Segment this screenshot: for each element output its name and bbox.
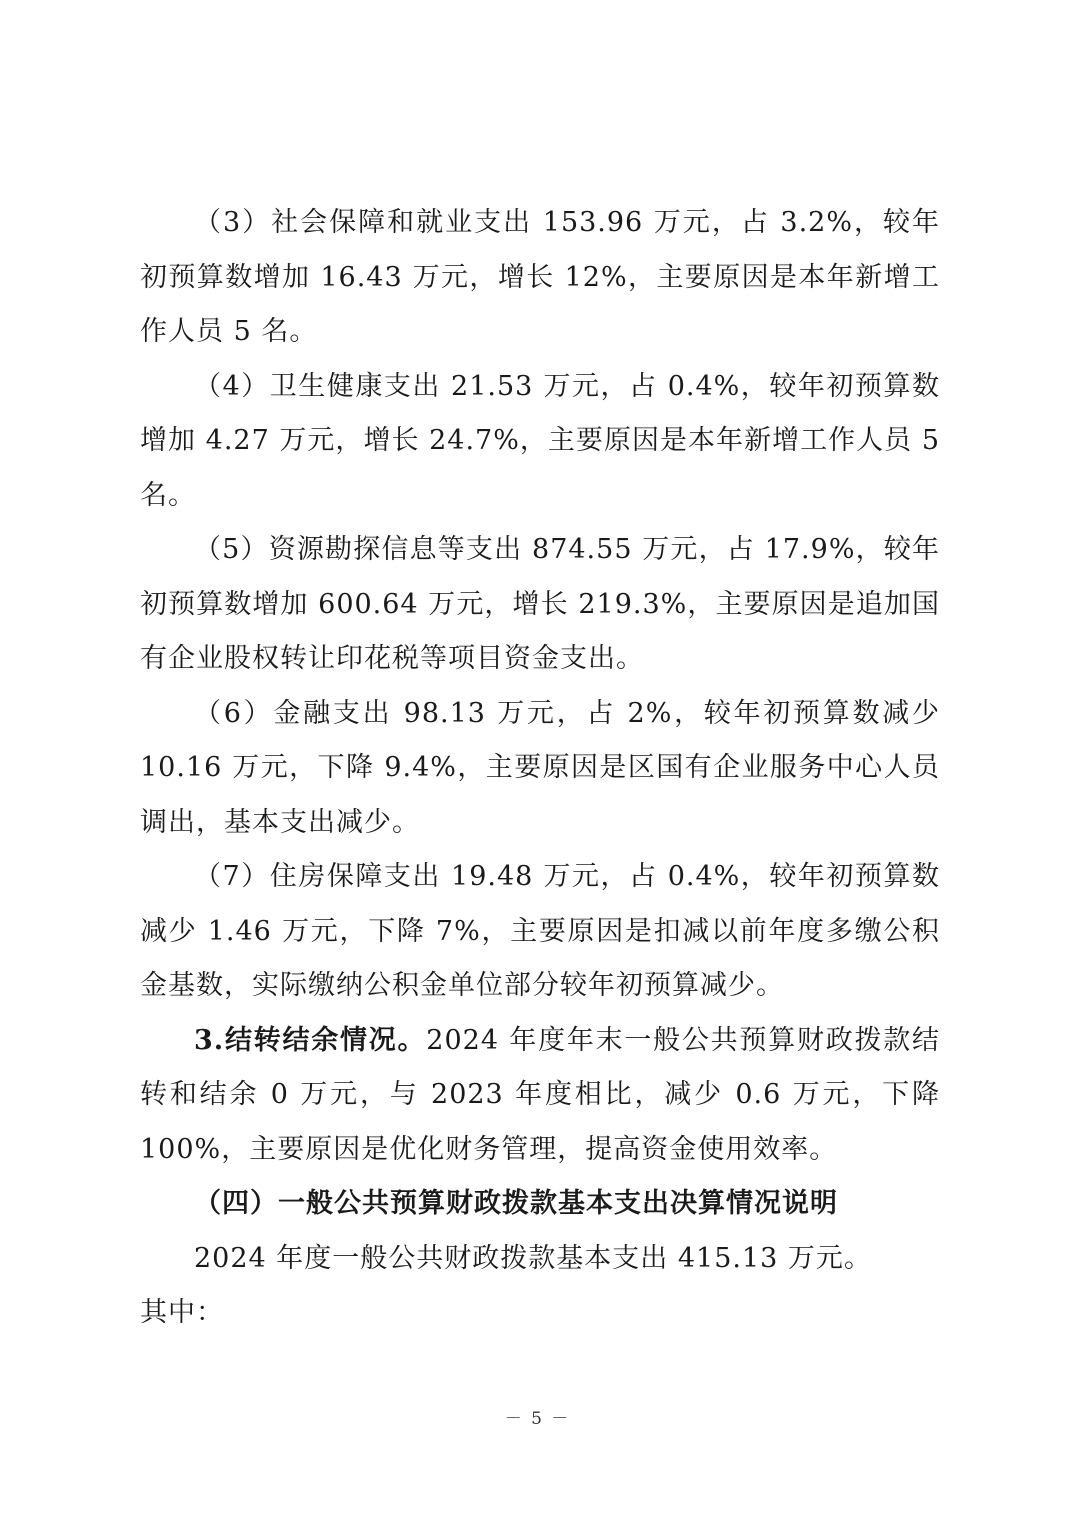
carryover-title: 3.结转结余情况。 [194,1024,427,1056]
paragraph-health: （4）卫生健康支出 21.53 万元，占 0.4%，较年初预算数增加 4.27 万元，增长 24.7%，主要原因是本年新增工作人员 5 名。 [140,370,940,511]
page-number: － 5 － [504,1409,571,1429]
paragraph-social-security: （3）社会保障和就业支出 153.96 万元，占 3.2%，较年初预算数增加 16.43 万元，增长 12%，主要原因是本年新增工作人员 5 名。 [140,207,940,347]
paragraph-carryover [140,1014,940,1178]
carryover-body: 2024 年度年末一般公共预算财政拨款结转和结余 0 万元，与 2023 年度相比，减少 0.6 万元，下降 100%，主要原因是优化财务管理，提高资金使用效率。 [140,1024,940,1165]
document-body [140,196,940,1341]
paragraph-among: 其中： [140,1297,224,1328]
paragraph-resource-exploration: （5）资源勘探信息等支出 874.55 万元，占 17.9%，较年初预算数增加 600.64 万元，增长 219.3%，主要原因是追加国有企业股权转让印花税等项目资金支出。 [140,534,940,674]
paragraph-finance: （6）金融支出 98.13 万元，占 2%，较年初预算数减少 10.16 万元，下降 9.4%，主要原因是区国有企业服务中心人员调出，基本支出减少。 [140,697,940,838]
paragraph-housing: （7）住房保障支出 19.48 万元，占 0.4%，较年初预算数减少 1.46 万元，下降 7%，主要原因是扣减以前年度多缴公积金基数，实际缴纳公积金单位部分较年初预算减少。 [140,861,940,1001]
section-heading: （四）一般公共预算财政拨款基本支出决算情况说明 [194,1188,838,1219]
paragraph-basic-expense: 2024 年度一般公共财政拨款基本支出 415.13 万元。 [194,1242,872,1274]
